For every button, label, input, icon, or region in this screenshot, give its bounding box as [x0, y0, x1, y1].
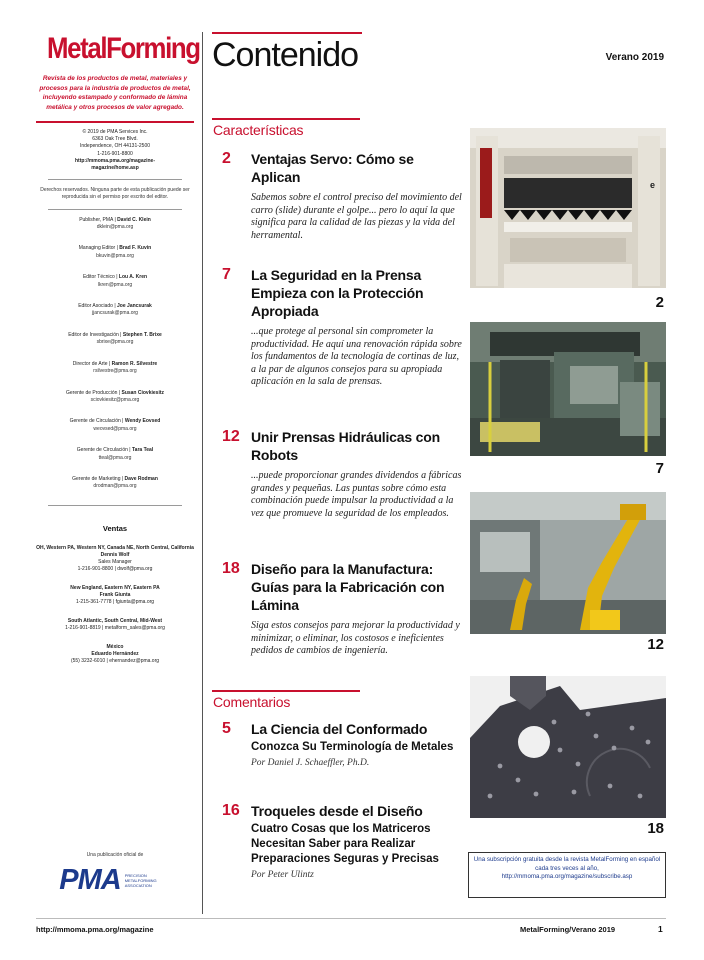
separator: |: [115, 245, 120, 252]
separator: |: [127, 447, 132, 454]
address-line: © 2019 de PMA Services Inc.: [82, 129, 148, 135]
sales-rep-contact[interactable]: 1-215-361-7778 | fgiunta@pma.org: [75, 598, 155, 605]
sales-rep-contact[interactable]: 1-216-901-8800 | dwolf@pma.org: [77, 565, 153, 572]
sales-rep-name: Frank Giunta: [99, 591, 131, 598]
section-rule: [212, 690, 360, 692]
staff-entry: [36, 447, 194, 462]
sales-rep: [36, 618, 194, 632]
footer-rule: [36, 918, 666, 919]
staff-email[interactable]: dklein@pma.org: [96, 224, 134, 231]
staff-role: Editor Técnico: [82, 274, 115, 281]
pma-logo-tagline: PRECISION METALFORMING ASSOCIATION: [124, 873, 157, 888]
sales-rep: [36, 585, 194, 606]
separator: |: [114, 274, 119, 281]
divider: [48, 505, 182, 506]
separator: |: [107, 360, 112, 367]
photo-page-number: 18: [647, 820, 664, 837]
staff-name: Stephen T. Brixe: [122, 331, 162, 338]
feature-article[interactable]: [222, 150, 462, 242]
staff-role: Managing Editor: [78, 245, 116, 252]
sales-rep-name: Dennis Wolf: [100, 551, 130, 558]
article-title[interactable]: Diseño para la Manufactura: Guías para la Fabricación con Lámina: [251, 561, 445, 613]
svg-text:e: e: [650, 180, 656, 190]
feature-article[interactable]: [222, 266, 462, 389]
separator: |: [118, 331, 123, 338]
address-web-link[interactable]: http://mmoma.pma.org/magazine-: [74, 157, 155, 164]
article-page-number: 12: [222, 428, 240, 445]
divider: [48, 179, 182, 180]
footer-url[interactable]: http://mmoma.pma.org/magazine: [36, 925, 154, 934]
magazine-logo: MetalForming: [47, 32, 200, 65]
sales-region: México: [106, 643, 124, 650]
divider: [36, 121, 194, 123]
sales-rep: [36, 644, 194, 665]
publisher-address: [36, 129, 194, 172]
photo-servo-press[interactable]: [470, 128, 666, 288]
column-article[interactable]: [222, 720, 462, 768]
article-page-number: 2: [222, 150, 231, 167]
page-title: Contenido: [212, 36, 359, 74]
pma-logo-word: PMA: [59, 864, 121, 896]
feature-article[interactable]: [222, 560, 462, 658]
staff-entry: [36, 303, 194, 318]
staff-entry: [36, 332, 194, 347]
staff-name: Wendy Eovsed: [124, 418, 161, 425]
sales-rep-contact[interactable]: 1-216-901-8819 | metalform_sales@pma.org: [65, 624, 165, 631]
address-line: Independence, OH 44131-2500: [79, 143, 151, 150]
column-article[interactable]: [222, 802, 462, 880]
column-divider: [202, 32, 203, 914]
staff-email[interactable]: bkuvin@pma.org: [96, 252, 134, 259]
article-page-number: 18: [222, 560, 240, 577]
pma-logo: [36, 864, 194, 897]
staff-entry: [36, 361, 194, 376]
feature-article[interactable]: [222, 428, 462, 520]
staff-list: [36, 217, 194, 491]
article-title[interactable]: La Seguridad en la Prensa Empieza con la Protección Apropiada: [251, 267, 424, 319]
staff-email[interactable]: drodman@pma.org: [93, 483, 137, 490]
address-line: 6363 Oak Tree Blvd.: [92, 136, 138, 143]
staff-name: Tara Teal: [132, 447, 154, 454]
photo-press-guarding[interactable]: [470, 322, 666, 456]
photo-sheet-metal-parts[interactable]: [470, 676, 666, 818]
sales-heading: Ventas: [102, 523, 128, 533]
sales-rep-list: [36, 545, 194, 665]
pma-caption: Una publicación oficial de: [86, 852, 144, 858]
issue-date: Verano 2019: [605, 52, 664, 63]
separator: |: [113, 216, 118, 223]
staff-entry: [36, 390, 194, 405]
staff-role: Editor de Investigación: [68, 331, 119, 338]
staff-entry: [36, 476, 194, 491]
article-title[interactable]: La Ciencia del Conformado: [251, 721, 428, 737]
subscription-note[interactable]: Una subscripción gratuita desde la revista MetalForming en español cada tres veces al año, http://mmoma.pma.org/magazine/subscribe.asp: [468, 852, 666, 898]
section-heading-columns: Comentarios: [213, 694, 291, 710]
article-page-number: 5: [222, 720, 231, 737]
article-byline: Por Daniel J. Schaeffler, Ph.D.: [251, 758, 370, 768]
article-summary: ...que protege al personal sin comprometer la productividad. He aquí una renovación rápida sobre los fundamentos de la tecnología de cortinas de luz, a la par de algunos consejos para su apropiada aplicación en la sala de prensas.: [251, 326, 462, 387]
staff-email[interactable]: sbrixe@pma.org: [96, 339, 134, 346]
address-phone: 1-216-901-8800: [97, 150, 133, 157]
address-web-link[interactable]: magazine/home.asp: [91, 165, 139, 172]
article-summary: Sabemos sobre el control preciso del movimiento del carro (slide) durante el golpe... pero lo aquí la que significa para la calidad de las piezas y la vida del herramental.: [251, 192, 462, 241]
sales-region: New England, Eastern NY, Eastern PA: [70, 584, 160, 591]
staff-name: Brad F. Kuvin: [119, 245, 152, 252]
staff-role: Gerente de Circulación: [76, 447, 128, 454]
sales-rep-contact[interactable]: (55) 3232-6010 | ehernandez@pma.org: [70, 657, 160, 664]
staff-entry: [36, 245, 194, 260]
footer-publication: MetalForming/Verano 2019: [520, 925, 616, 934]
sales-region: OH, Western PA, Western NY, Canada NE, North Central, California: [36, 544, 194, 551]
sales-rep: [36, 545, 194, 573]
magazine-tagline: Revista de los productos de metal, materiales y procesos para la industria de productos de metal, incluyendo estampado y conformado de lámina metálica y otros procesos de valor agregado.: [39, 75, 191, 111]
article-byline: Por Peter Ulintz: [251, 870, 314, 880]
separator: |: [112, 303, 118, 310]
section-heading-features: Características: [213, 122, 304, 138]
staff-entry: [36, 418, 194, 433]
photo-page-number: 7: [655, 460, 664, 477]
staff-name: Ramon R. Silvestre: [111, 360, 158, 367]
staff-email[interactable]: sciovkiesitz@pma.org: [90, 396, 140, 403]
article-summary: Siga estos consejos para mejorar la productividad y minimizar, o eliminar, los costosos e ineficientes pedidos de cambios de ingeniería.: [251, 620, 460, 656]
masthead-sidebar: [36, 32, 200, 665]
staff-entry: [36, 217, 194, 232]
staff-email[interactable]: tteal@pma.org: [98, 454, 132, 461]
staff-name: Lou A. Kren: [118, 274, 148, 281]
divider: [48, 209, 182, 210]
photo-page-number: 12: [647, 636, 664, 653]
title-rule: [212, 32, 362, 34]
article-title[interactable]: Unir Prensas Hidráulicas con Robots: [251, 429, 440, 463]
article-summary: ...puede proporcionar grandes dividendos a fábricas grandes y pequeñas. Las puntas sobre cómo esta combinación puede impulsar la productividad a la vez que promueve la seguridad de los empleados.: [251, 470, 462, 519]
staff-role: Director de Arte: [72, 360, 108, 367]
copyright-notice: Derechos reservados. Ninguna parte de esta publicación puede ser reproducida sin el permiso por escrito del editor.: [40, 187, 190, 201]
photo-page-number: 2: [655, 294, 664, 311]
pma-publication-block: [36, 852, 194, 897]
separator: |: [117, 389, 122, 396]
staff-email[interactable]: lkren@pma.org: [97, 281, 133, 288]
staff-name: David C. Klein: [117, 216, 151, 223]
photo-hydraulic-robots[interactable]: [470, 492, 666, 634]
staff-role: Editor Asociado: [78, 303, 113, 310]
article-page-number: 16: [222, 802, 240, 819]
sales-region: South Atlantic, South Central, Mid-West: [67, 617, 163, 624]
article-subtitle: Conozca Su Terminología de Metales: [251, 741, 454, 753]
staff-entry: [36, 274, 194, 289]
separator: |: [120, 475, 125, 482]
staff-name: Susan Ciovkiesitz: [121, 389, 164, 396]
staff-name: Joe Jancsurak: [117, 303, 152, 310]
page-number: 1: [658, 924, 663, 934]
article-title[interactable]: Troqueles desde el Diseño: [251, 803, 423, 819]
staff-role: Publisher, PMA: [79, 216, 114, 223]
article-title[interactable]: Ventajas Servo: Cómo se Aplican: [251, 151, 414, 185]
staff-role: Gerente de Marketing: [72, 475, 121, 482]
staff-name: Dave Rodman: [124, 475, 158, 482]
sales-rep-title: Sales Manager: [98, 558, 132, 565]
staff-email[interactable]: weovsed@pma.org: [93, 425, 137, 432]
staff-email[interactable]: rsilvestre@pma.org: [93, 368, 137, 375]
sales-rep-name: Eduardo Hernández: [91, 650, 139, 657]
separator: |: [120, 418, 125, 425]
section-rule: [212, 118, 360, 120]
staff-role: Gerente de Producción: [65, 389, 118, 396]
article-page-number: 7: [222, 266, 231, 283]
article-subtitle: Cuatro Cosas que los Matriceros Necesitan Saber para Realizar Preparaciones Seguras y Precisas: [251, 823, 439, 865]
staff-role: Gerente de Circulación: [69, 418, 121, 425]
staff-email[interactable]: jjancsurak@pma.org: [92, 310, 138, 317]
